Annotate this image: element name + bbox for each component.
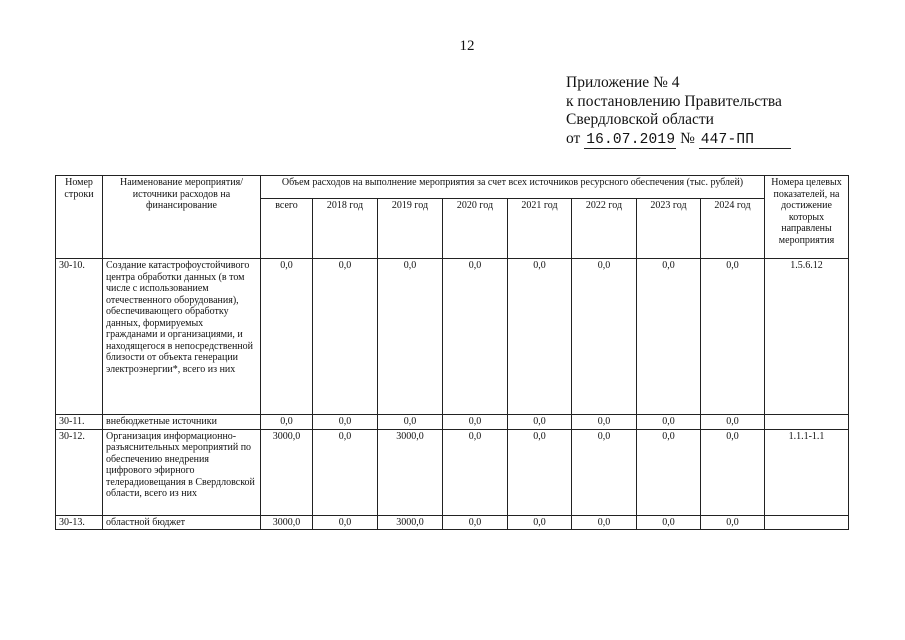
row-value: 0,0 bbox=[572, 515, 637, 530]
row-value: 3000,0 bbox=[378, 515, 443, 530]
row-value: 0,0 bbox=[508, 515, 572, 530]
row-value: 0,0 bbox=[313, 415, 378, 430]
header-indicators: Номера целевых показателей, на достижение которых направлены мероприятия bbox=[765, 176, 849, 259]
resolution-number: 447-ПП bbox=[699, 133, 791, 149]
row-value: 0,0 bbox=[313, 259, 378, 415]
row-value: 0,0 bbox=[637, 415, 701, 430]
row-value: 3000,0 bbox=[261, 515, 313, 530]
header-row-number: Номер строки bbox=[56, 176, 103, 259]
table-row bbox=[56, 415, 849, 430]
expenditure-table bbox=[55, 175, 849, 530]
row-indicators bbox=[765, 415, 849, 430]
table-row bbox=[56, 429, 849, 515]
header-year: 2021 год bbox=[508, 199, 572, 259]
row-value: 0,0 bbox=[572, 259, 637, 415]
header-volume: Объем расходов на выполнение мероприятия за счет всех источников ресурсного обеспечения (тыс. рублей) bbox=[261, 176, 765, 199]
header-year: 2024 год bbox=[701, 199, 765, 259]
row-value: 0,0 bbox=[572, 429, 637, 515]
row-value: 0,0 bbox=[313, 429, 378, 515]
row-number: 30-11. bbox=[56, 415, 103, 430]
row-value: 0,0 bbox=[637, 515, 701, 530]
page-number: 12 bbox=[459, 38, 475, 54]
row-name: областной бюджет bbox=[103, 515, 261, 530]
header-year: 2020 год bbox=[443, 199, 508, 259]
row-indicators: 1.1.1-1.1 bbox=[765, 429, 849, 515]
header-year: всего bbox=[261, 199, 313, 259]
date-prefix: от bbox=[566, 129, 581, 147]
appendix-date-line bbox=[566, 130, 806, 149]
row-value: 0,0 bbox=[572, 415, 637, 430]
row-value: 0,0 bbox=[637, 429, 701, 515]
header-year: 2023 год bbox=[637, 199, 701, 259]
row-indicators bbox=[765, 515, 849, 530]
row-value: 0,0 bbox=[508, 415, 572, 430]
header-name: Наименование мероприятия/ источники расходов на финансирование bbox=[103, 176, 261, 259]
header-year: 2018 год bbox=[313, 199, 378, 259]
row-value: 0,0 bbox=[378, 415, 443, 430]
table-row bbox=[56, 515, 849, 530]
row-value: 0,0 bbox=[443, 429, 508, 515]
row-number: 30-12. bbox=[56, 429, 103, 515]
row-number: 30-10. bbox=[56, 259, 103, 415]
row-value: 0,0 bbox=[443, 259, 508, 415]
header-year: 2022 год bbox=[572, 199, 637, 259]
number-prefix: № bbox=[680, 129, 695, 147]
row-value: 0,0 bbox=[701, 429, 765, 515]
row-name: внебюджетные источники bbox=[103, 415, 261, 430]
row-name: Организация информационно-разъяснительных мероприятий по обеспечению внедрения цифрового эфирного телерадиовещания в Свердловской области, всего из них bbox=[103, 429, 261, 515]
row-value: 3000,0 bbox=[378, 429, 443, 515]
row-value: 0,0 bbox=[701, 415, 765, 430]
resolution-date: 16.07.2019 bbox=[586, 131, 676, 148]
row-value: 0,0 bbox=[261, 415, 313, 430]
row-value: 0,0 bbox=[508, 259, 572, 415]
row-value: 0,0 bbox=[508, 429, 572, 515]
appendix-header bbox=[566, 74, 806, 149]
header-year: 2019 год bbox=[378, 199, 443, 259]
row-value: 0,0 bbox=[637, 259, 701, 415]
row-value: 0,0 bbox=[701, 515, 765, 530]
row-name: Создание катастрофоустойчивого центра обработки данных (в том числе с использованием отечественного оборудования), обеспечивающего обработку данных, формируемых гражданами и организациями, и находящегося в непосредственной близости от объекта генерации электроэнергии*, всего из них bbox=[103, 259, 261, 415]
row-value: 0,0 bbox=[261, 259, 313, 415]
row-value: 0,0 bbox=[313, 515, 378, 530]
appendix-region: Свердловской области bbox=[566, 111, 714, 128]
row-number: 30-13. bbox=[56, 515, 103, 530]
row-value: 0,0 bbox=[443, 415, 508, 430]
row-value: 3000,0 bbox=[261, 429, 313, 515]
table-row bbox=[56, 259, 849, 415]
appendix-title: Приложение № 4 bbox=[566, 74, 680, 91]
row-value: 0,0 bbox=[701, 259, 765, 415]
row-indicators: 1.5.6.12 bbox=[765, 259, 849, 415]
appendix-resolution: к постановлению Правительства bbox=[566, 92, 782, 110]
row-value: 0,0 bbox=[443, 515, 508, 530]
row-value: 0,0 bbox=[378, 259, 443, 415]
